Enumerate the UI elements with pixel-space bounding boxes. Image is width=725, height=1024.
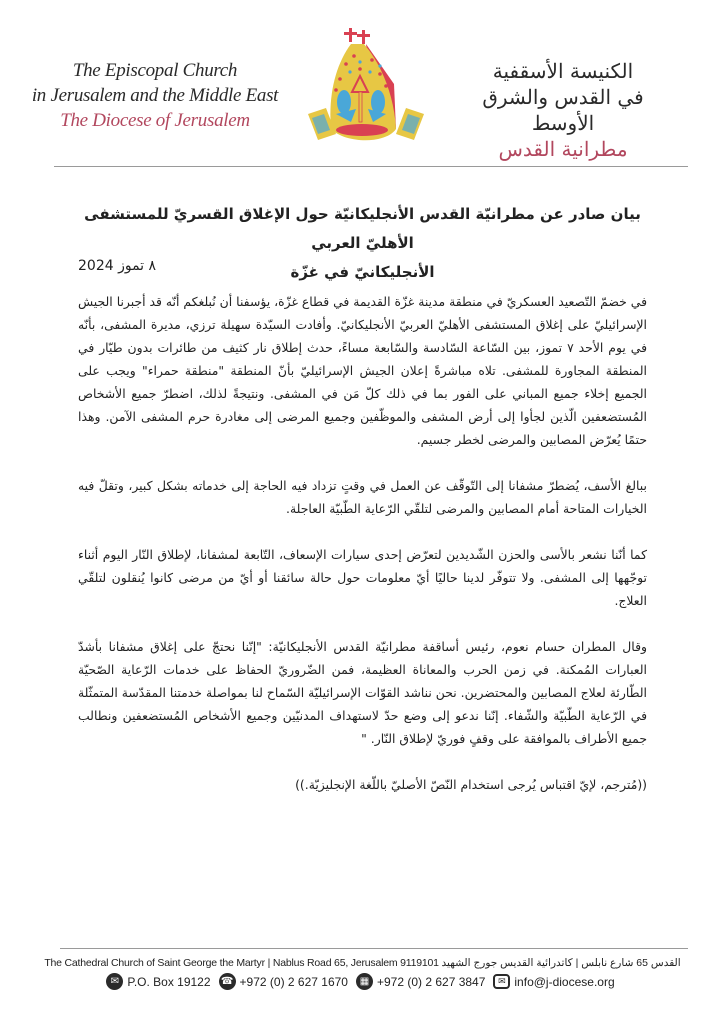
paragraph-4-quote: وقال المطران حسام نعوم، رئيس أساقفة مطرانيّة القدس الأنجليكانيّة: "إنّنا نحتجّ على إغلاق مشفانا بأشدّ العبارات المُمكنة. في زمن الحرب والمعاناة العظيمة، فمن الضّروريّ الحفاظ على خدمات الرّعاية الصّحيّة الطّارئة لعلاج المصابين والمحتضرين. نحن نناشد القوّات الإسرائيليّة السّماح لنا بمواصلة خدمتنا المقدّسة المتمثّلة في الرّعاية الطّبيّة والشّفاء. إنّنا ندعو إلى وضع حدّ لاستهداف المدنيّين وجميع الأشخاص المُستضعفين ونطالب جميع الأطراف بالموافقة على وقفٍ فوريّ لإطلاق النّار. " — [78, 639, 647, 746]
paragraph-2: ببالغ الأسف، يُضطرّ مشفانا إلى التّوقّف عن العمل في وقتٍ تزداد فيه الحاجة إلى خدماته بشكل كبير، وتقلّ فيه الخيارات المتاحة أمام المصابين والمرضى لتلقّي الرّعاية الطّبيّة العاجلة. — [78, 478, 647, 516]
paragraph-3: كما أنّنا نشعر بالأسى والحزن الشّديدين لتعرّض إحدى سيارات الإسعاف، التّابعة لمشفانا، لإطلاق النّار اليوم أثناء توجّهها إلى المشفى. ولا تتوفّر لدينا حاليًا أيّ معلومات حول حالة سائقنا أو أيّ من مرضى كانوا يُنقلون لتلقّي العلاج. — [78, 547, 647, 608]
po-box-icon: ✉ — [106, 973, 123, 990]
header-english — [20, 58, 290, 133]
region-name-en: in Jerusalem and the Middle East — [31, 85, 279, 106]
header-arabic — [448, 58, 678, 162]
document-date: ٨ تموز 2024 — [78, 258, 157, 274]
document-body — [78, 290, 647, 819]
footer — [0, 956, 725, 990]
po-box: P.O. Box 19122 — [127, 974, 211, 989]
header-divider — [54, 166, 688, 167]
footer-divider — [60, 948, 688, 949]
paragraph-1: في خضمّ التّصعيد العسكريّ في منطقة مدينة غزّة القديمة في قطاع غزّة، يؤسفنا أن نُبلغكم أنّه قد أجبرنا الجيش الإسرائيليّ على إغلاق المستشفى الأهليّ العربيّ الأنجليكانيّ. وأفادت السيّدة سهيلة ترزي، مديرة المشفى، بأنّه في يوم الأحد ٧ تموز، بين السّاعة السّادسة والسّابعة مساءً، حدث إطلاق نار كثيف من طائرات بدون طيّار في المنطقة المجاورة للمشفى. تلاه مباشرةً إعلان الجيش الإسرائيليّ بأنّ المنطقة "منطقة حمراء" ويجب على الجميع إخلاء جميع المباني على الفور بما في ذلك كلّ مَن في المشفى. ونتيجةً لذلك، اضطرّ جميع الأشخاص المُستضعفين الّذين لجأوا إلى أرض المشفى والموظّفين وجميع المرضى إلى مغادرة حرم المشفى الآمن. وهذا حتمًا يُعرّض المصابين والمرضى لخطر جسيم. — [78, 294, 647, 447]
church-name-ar: الكنيسة الأسقفية — [492, 59, 634, 83]
footer-contacts — [0, 973, 725, 990]
email-link[interactable]: info@j-diocese.org — [514, 974, 615, 989]
region-name-ar: في القدس والشرق الأوسط — [482, 85, 644, 135]
title-line-2: الأنجليكانيّ في غزّة — [290, 263, 435, 281]
fax-icon: ▦ — [356, 973, 373, 990]
phone-number[interactable]: +972 (0) 2 627 1670 — [239, 974, 348, 989]
title-line-1: بيان صادر عن مطرانيّة القدس الأنجليكانيّة حول الإغلاق القسريّ للمستشفى الأهليّ العربي — [84, 205, 641, 252]
church-name-en: The Episcopal Church — [72, 60, 238, 81]
mail-icon: ✉ — [493, 974, 510, 989]
phone-icon: ☎ — [219, 973, 236, 990]
diocese-name-en: The Diocese of Jerusalem — [60, 110, 250, 131]
translation-note: ((مُترجم، لإيّ اقتباس يُرجى استخدام النّصّ الأصليّ باللّغة الإنجليزيّة.)) — [295, 777, 647, 792]
diocese-name-ar: مطرانية القدس — [498, 137, 628, 161]
fax-number[interactable]: +972 (0) 2 627 3847 — [376, 974, 486, 989]
mitre-logo-icon — [296, 24, 436, 156]
footer-address: The Cathedral Church of Saint George the Martyr | Nablus Road 65, Jerusalem 9119101 القدس 65 شارع نابلس | كاتدرائية القديس جورج الشهيد — [44, 957, 681, 969]
